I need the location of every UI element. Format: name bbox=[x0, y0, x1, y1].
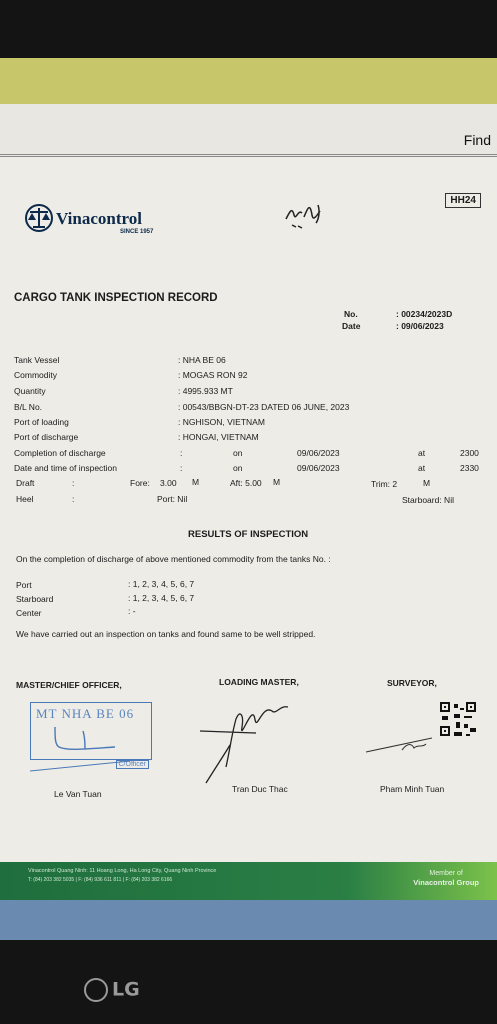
record-date-label: Date bbox=[342, 321, 361, 331]
member-badge bbox=[413, 869, 479, 888]
field-label: Tank Vessel bbox=[14, 355, 60, 365]
footer-contact: T: (84) 203 382 5035 | F: (84) 936 611 811 | F: (84) 203 382 6166 bbox=[28, 877, 173, 883]
draft-trim: Trim: 2 bbox=[371, 479, 398, 489]
inspection-time-on: on bbox=[233, 463, 243, 473]
heel-starboard: Starboard: Nil bbox=[402, 495, 454, 505]
draft-trim-unit: M bbox=[423, 478, 431, 488]
screen bbox=[0, 58, 497, 940]
field-label: Port of discharge bbox=[14, 432, 79, 442]
bottom-color-band bbox=[0, 900, 497, 940]
draft-fore-unit: M bbox=[192, 477, 200, 487]
footer-address: Vinacontrol Quang Ninh: 11 Hoang Long, Ha Long City, Quang Ninh Province bbox=[28, 868, 217, 874]
record-no-value: : 00234/2023D bbox=[396, 309, 453, 319]
heel-label: Heel bbox=[16, 494, 34, 504]
stamp-signature bbox=[45, 723, 135, 753]
field-label: Quantity bbox=[14, 386, 46, 396]
heel-colon: : bbox=[72, 494, 75, 504]
inspection-statement: We have carried out an inspection on tanks and found same to be well stripped. bbox=[16, 629, 316, 639]
lg-brand-logo bbox=[84, 978, 140, 1002]
stamp-underline bbox=[30, 757, 156, 777]
find-button[interactable]: Find bbox=[463, 132, 491, 148]
tank-starboard-value: : 1, 2, 3, 4, 5, 6, 7 bbox=[128, 593, 195, 603]
qr-code-icon bbox=[438, 700, 478, 738]
field-value: : NHA BE 06 bbox=[178, 355, 226, 365]
field-label: Port of loading bbox=[14, 417, 69, 427]
completion-statement: On the completion of discharge of above mentioned commodity from the tanks No. : bbox=[16, 554, 331, 564]
draft-fore-label: Fore: bbox=[130, 478, 150, 488]
loading-master-signature bbox=[196, 697, 306, 787]
loading-master-name: Tran Duc Thac bbox=[232, 784, 288, 794]
lg-text: LG bbox=[112, 978, 140, 1001]
inspection-time-colon: : bbox=[180, 463, 183, 473]
initials-signature bbox=[282, 197, 328, 233]
member-label: Member of bbox=[429, 870, 463, 877]
inspection-time-label: Date and time of inspection bbox=[14, 463, 118, 473]
tank-port-label: Port bbox=[16, 580, 32, 590]
inspection-at: at bbox=[418, 463, 426, 473]
master-title: MASTER/CHIEF OFFICER, bbox=[16, 680, 122, 690]
lg-circle-icon bbox=[84, 978, 108, 1002]
logo-name: Vinacontrol bbox=[56, 209, 142, 228]
heel-port: Port: Nil bbox=[157, 494, 188, 504]
completion-date: 09/06/2023 bbox=[297, 448, 340, 458]
inspection-time: 2330 bbox=[460, 463, 479, 473]
field-label: Commodity bbox=[14, 370, 57, 380]
logo-since: SINCE 1957 bbox=[120, 229, 154, 235]
member-group: Vinacontrol Group bbox=[413, 878, 479, 887]
tank-starboard-label: Starboard bbox=[16, 594, 54, 604]
form-code: HH24 bbox=[445, 193, 481, 208]
top-color-band bbox=[0, 58, 497, 104]
tank-center-value: : - bbox=[128, 606, 136, 616]
field-value: : NGHISON, VIETNAM bbox=[178, 417, 265, 427]
record-no-label: No. bbox=[344, 309, 358, 319]
document-title: CARGO TANK INSPECTION RECORD bbox=[14, 292, 218, 304]
document-footer bbox=[0, 862, 497, 900]
field-label: B/L No. bbox=[14, 402, 43, 412]
completion-label: Completion of discharge bbox=[14, 448, 106, 458]
field-value: : MOGAS RON 92 bbox=[178, 370, 248, 380]
surveyor-title: SURVEYOR, bbox=[387, 678, 437, 688]
tank-port-value: : 1, 2, 3, 4, 5, 6, 7 bbox=[128, 579, 195, 589]
tank-center-label: Center bbox=[16, 608, 42, 618]
surveyor-name: Pham Minh Tuan bbox=[380, 784, 445, 794]
draft-fore-value: 3.00 bbox=[160, 478, 177, 488]
draft-aft-unit: M bbox=[273, 477, 281, 487]
draft-colon: : bbox=[72, 478, 75, 488]
stamp-text: MT NHA BE 06 bbox=[36, 706, 135, 721]
master-name: Le Van Tuan bbox=[54, 789, 102, 799]
stamp-subtitle: C/Officer bbox=[116, 760, 150, 769]
draft-label: Draft bbox=[16, 478, 35, 488]
completion-at: at bbox=[418, 448, 426, 458]
completion-colon: : bbox=[180, 448, 183, 458]
viewer-toolbar bbox=[0, 104, 497, 157]
inspection-date: 09/06/2023 bbox=[297, 463, 340, 473]
record-date-value: : 09/06/2023 bbox=[396, 321, 444, 331]
draft-aft: Aft: 5.00 bbox=[230, 478, 262, 488]
completion-time: 2300 bbox=[460, 448, 479, 458]
loading-master-title: LOADING MASTER, bbox=[219, 677, 299, 687]
vinacontrol-logo bbox=[24, 201, 174, 237]
field-value: : 00543/BBGN-DT-23 DATED 06 JUNE, 2023 bbox=[178, 402, 350, 412]
results-heading: RESULTS OF INSPECTION bbox=[188, 529, 309, 540]
field-value: : 4995.933 MT bbox=[178, 386, 233, 396]
ship-stamp bbox=[30, 702, 152, 768]
field-value: : HONGAI, VIETNAM bbox=[178, 432, 259, 442]
document-page bbox=[0, 157, 497, 862]
scales-icon bbox=[24, 203, 54, 233]
completion-on: on bbox=[233, 448, 243, 458]
